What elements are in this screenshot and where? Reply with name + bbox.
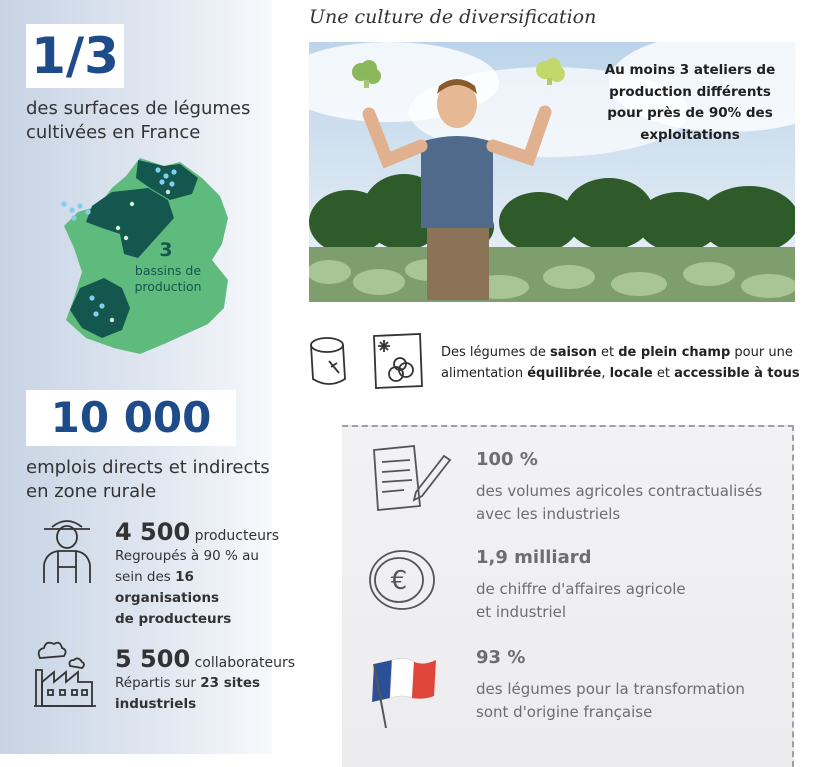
french-flag-icon xyxy=(366,648,442,730)
stat-one-third-text: des surfaces de légumes cultivées en France xyxy=(26,98,251,144)
kpi-1-value: 100 % xyxy=(476,449,538,470)
staff-number: 5 500 xyxy=(115,645,191,673)
map-count: 3 xyxy=(159,239,173,261)
stat-jobs-text: emplois directs et indirects en zone rurale xyxy=(26,457,270,503)
producers-line3: de producteurs xyxy=(115,610,232,627)
photo-caption: Au moins 3 ateliers de production différents pour près de 90% des exploitations xyxy=(604,62,776,143)
stat-jobs-box xyxy=(26,390,236,446)
staff-line2: industriels xyxy=(115,695,197,712)
kpi-3-text: des légumes pour la transformation sont d'origine française xyxy=(476,680,745,721)
staff-block xyxy=(115,645,315,715)
map-label-line2: production xyxy=(134,279,202,294)
frozen-vegetables-icon xyxy=(370,330,426,390)
kpi-3-value: 93 % xyxy=(476,647,526,668)
euro-coin-icon xyxy=(366,547,438,613)
producers-line2: sein des 16 organisations xyxy=(115,568,220,606)
kpi-2-text: de chiffre d'affaires agricole et industriel xyxy=(476,580,686,621)
france-map xyxy=(52,148,242,358)
contract-icon xyxy=(368,442,454,512)
stat-one-third-box xyxy=(26,24,124,88)
factory-icon xyxy=(30,636,100,708)
kpi-2-value: 1,9 milliard xyxy=(476,547,592,568)
staff-unit: collaborateurs xyxy=(190,655,296,671)
map-label-line1: bassins de xyxy=(134,263,202,278)
producers-line1: Regroupés à 90 % au xyxy=(115,548,259,564)
stat-one-third-number: 1/3 xyxy=(31,27,119,85)
season-text: Des légumes de saison et de plein champ pour une alimentation équilibrée, locale et accessible à tous xyxy=(441,345,800,382)
producers-block xyxy=(115,518,285,630)
kpi-1-text: des volumes agricoles contractualisés avec les industriels xyxy=(476,482,763,523)
staff-line1: Répartis sur 23 sites xyxy=(115,675,261,691)
producers-number: 4 500 xyxy=(115,518,191,546)
farmer-icon xyxy=(38,513,96,585)
producers-unit: producteurs xyxy=(190,528,279,544)
section-title: Une culture de diversification xyxy=(309,6,597,28)
stat-jobs-number: 10 000 xyxy=(50,393,212,442)
can-icon xyxy=(307,333,365,391)
svg-text:€: € xyxy=(390,566,408,596)
